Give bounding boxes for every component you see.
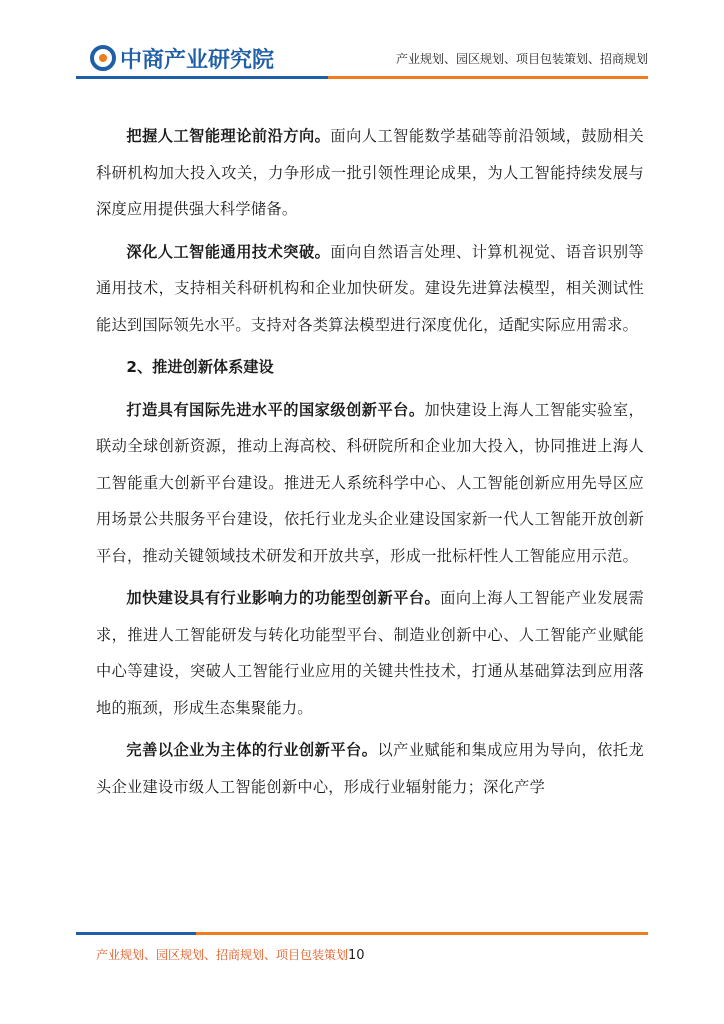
paragraph-4 — [96, 580, 644, 726]
paragraph-1-lead: 把握人工智能理论前沿方向。 — [126, 127, 331, 145]
logo-text: 中商产业研究院 — [120, 47, 275, 73]
paragraph-3-lead: 打造具有国际先进水平的国家级创新平台。 — [126, 400, 425, 419]
paragraph-2-lead: 深化人工智能通用技术突破。 — [126, 242, 331, 261]
paragraph-4-lead: 加快建设具有行业影响力的功能型创新平台。 — [126, 589, 441, 607]
paragraph-2-text: 面向自然语言处理、计算机视觉、语音识别等通用技术，支持相关科研机构和企业加快研发。建设先进算法模型，相关测试性能达到国际领先水平。支持对各类算法模型进行深度优化，适配实际应用需求。 — [96, 242, 644, 334]
paragraph-2 — [96, 234, 644, 344]
page-header — [0, 0, 724, 90]
paragraph-5 — [96, 732, 644, 805]
footer-divider-blue — [76, 932, 196, 935]
logo — [90, 42, 274, 74]
page-footer — [96, 946, 365, 963]
header-tagline: 产业规划、园区规划、项目包装策划、招商规划 — [395, 52, 648, 66]
header-divider-orange — [328, 76, 648, 79]
company-logo-icon — [90, 45, 116, 71]
document-body — [96, 118, 644, 811]
paragraph-3-text: 加快建设上海人工智能实验室，联动全球创新资源，推动上海高校、科研院所和企业加大投入，协同推进上海人工智能重大创新平台建设。推进无人系统科学中心、人工智能创新应用先导区应用场景公共服务平台建设，依托行业龙头企业建设国家新一代人工智能开放创新平台，推动关键领域技术研发和开放共享，形成一批标杆性人工智能应用示范。 — [96, 400, 645, 565]
footer-divider-orange — [196, 932, 648, 935]
footer-text: 产业规划、园区规划、招商规划、项目包装策划 — [96, 948, 349, 962]
paragraph-4-text: 面向上海人工智能产业发展需求，推进人工智能研发与转化功能型平台、制造业创新中心、人工智能产业赋能中心等建设，突破人工智能行业应用的关键共性技术，打通从基础算法到应用落地的瓶颈，形成生态集聚能力。 — [96, 589, 644, 717]
paragraph-3 — [96, 392, 644, 575]
header-divider-blue — [76, 76, 328, 79]
paragraph-5-lead: 完善以企业为主体的行业创新平台。 — [126, 741, 378, 759]
page-number: 10 — [348, 948, 365, 963]
paragraph-1-text: 面向人工智能数学基础等前沿领域，鼓励相关科研机构加大投入攻关，力争形成一批引领性理论成果，为人工智能持续发展与深度应用提供强大科学储备。 — [96, 127, 644, 218]
paragraph-1 — [96, 118, 644, 228]
paragraph-5-text: 以产业赋能和集成应用为导向，依托龙头企业建设市级人工智能创新中心，形成行业辐射能力；深化产学 — [96, 741, 644, 796]
section-heading: 2、推进创新体系建设 — [126, 358, 274, 376]
